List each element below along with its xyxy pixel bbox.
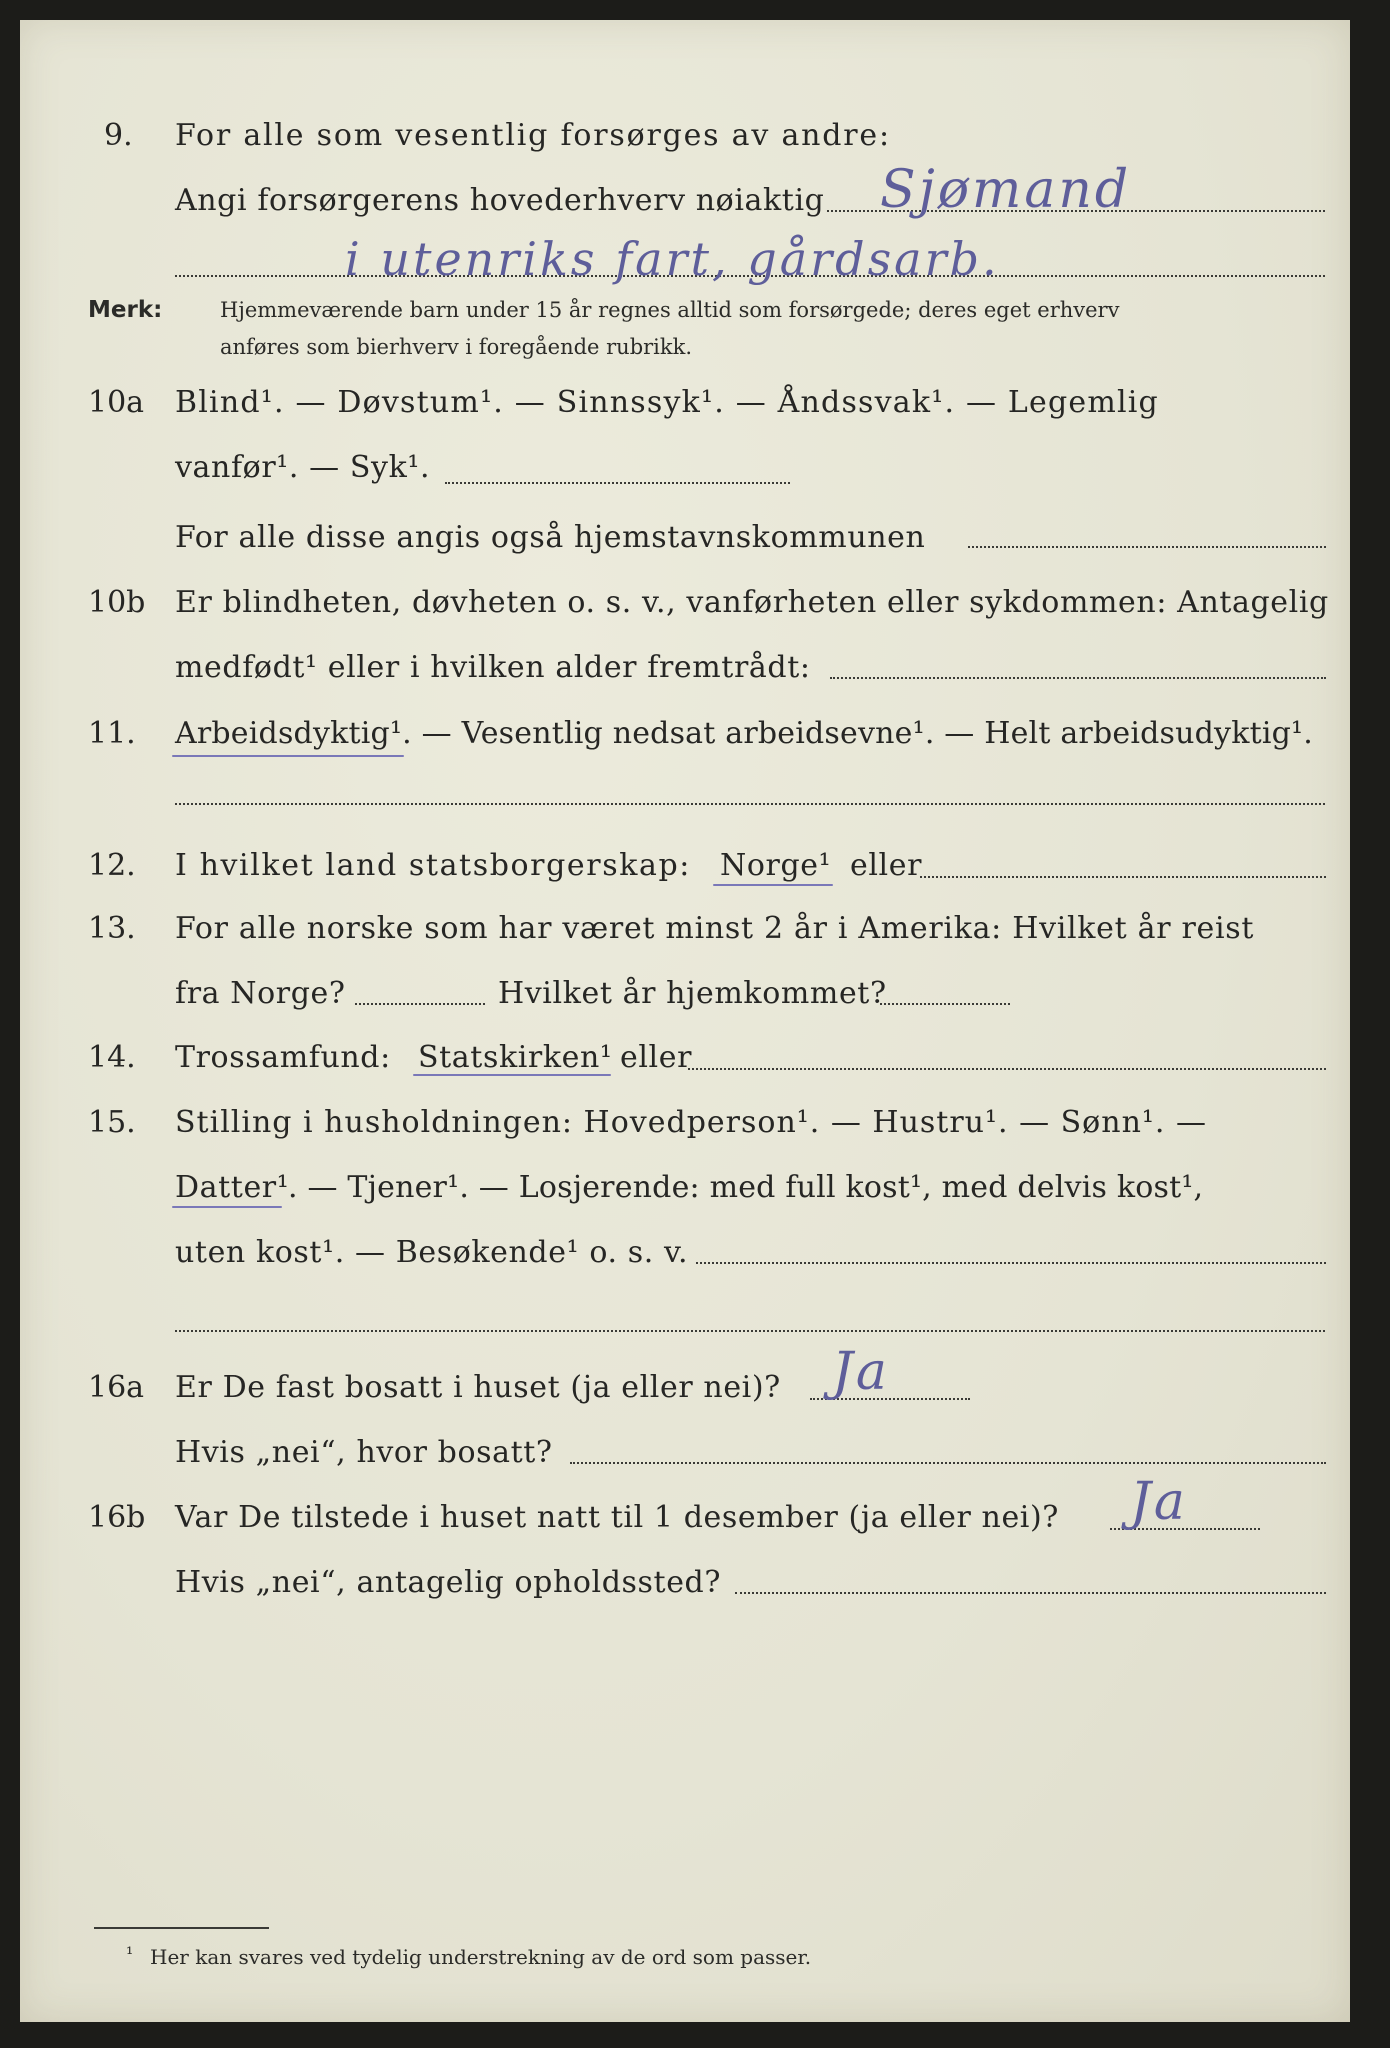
q16a-bosatt-line: [570, 1462, 1326, 1464]
q10b-number: 10b: [88, 585, 146, 620]
q11-number: 11.: [88, 716, 136, 751]
q16b-handwritten-answer: Ja: [1130, 1472, 1188, 1532]
q10b-answer-line: [830, 677, 1326, 679]
footnote-text: Her kan svares ved tydelig understrekning av de ord som passer.: [150, 1945, 812, 1969]
q13-number: 13.: [88, 911, 136, 946]
q9-handwritten-answer-1: Sjømand: [880, 160, 1132, 220]
q11-line1: Arbeidsdyktig¹. — Vesentlig nedsat arbeidsevne¹. — Helt arbeidsudyktig¹.: [175, 716, 1313, 751]
q9-line2: Angi forsørgerens hovederhverv nøiaktig: [175, 183, 825, 218]
q9-number: 9.: [104, 118, 133, 153]
q9-line1: For alle som vesentlig forsørges av andre:: [175, 118, 891, 153]
q15-answer-line2: [175, 1330, 1325, 1332]
q12-answer-line: [920, 876, 1326, 878]
q10a-line3: For alle disse angis også hjemstavnskommunen: [175, 520, 926, 555]
q11-underline-arbeidsdyktig: [172, 755, 404, 757]
q14-option-statskirken: Statskirken¹: [418, 1040, 613, 1075]
q13-reist-line: [355, 1003, 485, 1005]
q12-number: 12.: [88, 848, 136, 883]
q15-number: 15.: [88, 1105, 136, 1140]
q10a-number: 10a: [88, 385, 145, 420]
q15-line2-rest: . — Tjener¹. — Losjerende: med full kost¹, med delvis kost¹,: [288, 1170, 1204, 1205]
q16b-opholdssted-line: [735, 1592, 1326, 1594]
q10a-line1: Blind¹. — Døvstum¹. — Sinnssyk¹. — Åndssvak¹. — Legemlig: [175, 385, 1159, 420]
q9-handwritten-answer-2: i utenriks fart, gårdsarb.: [345, 232, 1000, 286]
census-form-page: [20, 20, 1350, 2022]
q10b-line1: Er blindheten, døvheten o. s. v., vanførheten eller sykdommen: Antagelig: [175, 585, 1329, 620]
q15-line3: uten kost¹. — Besøkende¹ o. s. v.: [175, 1235, 689, 1270]
q13-line1: For alle norske som har været minst 2 år i Amerika: Hvilket år reist: [175, 911, 1255, 946]
q15-underline-datter: [172, 1206, 282, 1208]
q12-option-norge: Norge¹: [720, 848, 832, 883]
footnote-rule: [94, 1927, 269, 1929]
q14-suffix: eller: [620, 1040, 693, 1075]
q15-answer-line1: [696, 1262, 1326, 1264]
q10a-hjemstavn-line: [968, 546, 1326, 548]
q12-suffix: eller: [850, 848, 923, 883]
q16b-number: 16b: [88, 1500, 146, 1535]
q15-line1: Stilling i husholdningen: Hovedperson¹. — Hustru¹. — Sønn¹. —: [175, 1105, 1207, 1140]
q16b-line2: Hvis „nei“, antagelig opholdssted?: [175, 1565, 722, 1600]
footnote-marker: ¹: [126, 1944, 134, 1965]
merk-line1: Hjemmeværende barn under 15 år regnes alltid som forsørgede; deres eget erhverv: [220, 298, 1120, 322]
q16a-line2: Hvis „nei“, hvor bosatt?: [175, 1435, 553, 1470]
q10a-line2: vanfør¹. — Syk¹.: [175, 450, 431, 485]
q16a-number: 16a: [88, 1370, 145, 1405]
q15-option-datter: Datter¹: [175, 1170, 290, 1205]
q14-text: Trossamfund:: [175, 1040, 391, 1075]
q14-answer-line: [688, 1068, 1326, 1070]
q11-answer-line: [175, 803, 1325, 805]
q12-text: I hvilket land statsborgerskap:: [175, 848, 691, 883]
q12-underline-norge: [713, 884, 833, 886]
q10b-line2: medfødt¹ eller i hvilken alder fremtrådt:: [175, 650, 811, 685]
q16b-line1: Var De tilstede i huset natt til 1 desember (ja eller nei)?: [175, 1500, 1059, 1535]
merk-line2: anføres som bierhverv i foregående rubrikk.: [220, 335, 693, 359]
q13-hjemkommet-line: [880, 1003, 1010, 1005]
q16a-line1: Er De fast bosatt i huset (ja eller nei)?: [175, 1370, 781, 1405]
q13-line2a: fra Norge?: [175, 976, 346, 1011]
q14-number: 14.: [88, 1040, 136, 1075]
q14-underline-statskirken: [413, 1074, 611, 1076]
q13-line2b: Hvilket år hjemkommet?: [498, 976, 887, 1011]
q10a-answer-line: [445, 482, 790, 484]
q16a-handwritten-answer: Ja: [832, 1342, 890, 1402]
merk-label: Merk:: [88, 297, 163, 323]
